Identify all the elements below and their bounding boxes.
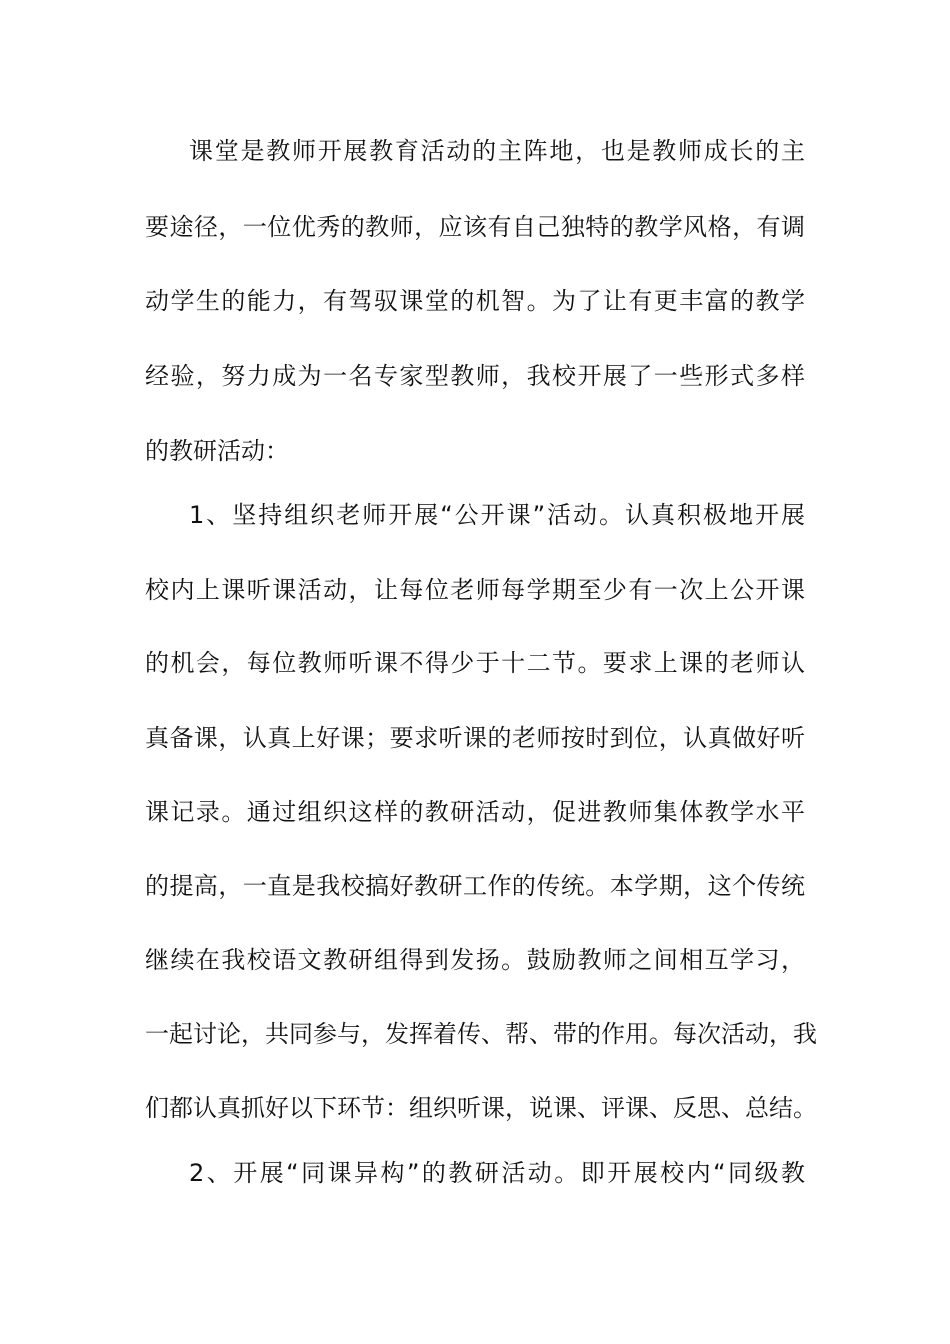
paragraph-2-line-1: 1、坚持组织老师开展“公开课”活动。认真积极地开展	[189, 501, 805, 529]
paragraph-2-line-2: 校内上课听课活动，让每位老师每学期至少有一次上公开课	[145, 576, 805, 604]
paragraph-2-line-9: 们都认真抓好以下环节：组织听课，说课、评课、反思、总结。	[145, 1094, 817, 1122]
paragraph-1-line-3: 动学生的能力，有驾驭课堂的机智。为了让有更丰富的教学	[145, 287, 805, 315]
paragraph-2-line-6: 的提高，一直是我校搞好教研工作的传统。本学期，这个传统	[145, 872, 805, 900]
paragraph-1-line-1: 课堂是教师开展教育活动的主阵地，也是教师成长的主	[189, 137, 805, 165]
paragraph-2-line-4: 真备课，认真上好课；要求听课的老师按时到位，认真做好听	[145, 724, 805, 752]
paragraph-1-line-4: 经验，努力成为一名专家型教师，我校开展了一些形式多样	[145, 362, 805, 390]
paragraph-2-line-7: 继续在我校语文教研组得到发扬。鼓励教师之间相互学习，	[145, 946, 805, 974]
paragraph-3-line-1: 2、开展“同课异构”的教研活动。即开展校内“同级教	[189, 1159, 805, 1187]
paragraph-2-line-3: 的机会，每位教师听课不得少于十二节。要求上课的老师认	[145, 649, 805, 677]
paragraph-1-line-5: 的教研活动：	[145, 437, 289, 465]
paragraph-2-line-8: 一起讨论，共同参与，发挥着传、帮、带的作用。每次活动，我	[145, 1020, 817, 1048]
paragraph-1-line-2: 要途径，一位优秀的教师，应该有自己独特的教学风格，有调	[145, 213, 805, 241]
paragraph-2-line-5: 课记录。通过组织这样的教研活动，促进教师集体教学水平	[145, 798, 805, 826]
